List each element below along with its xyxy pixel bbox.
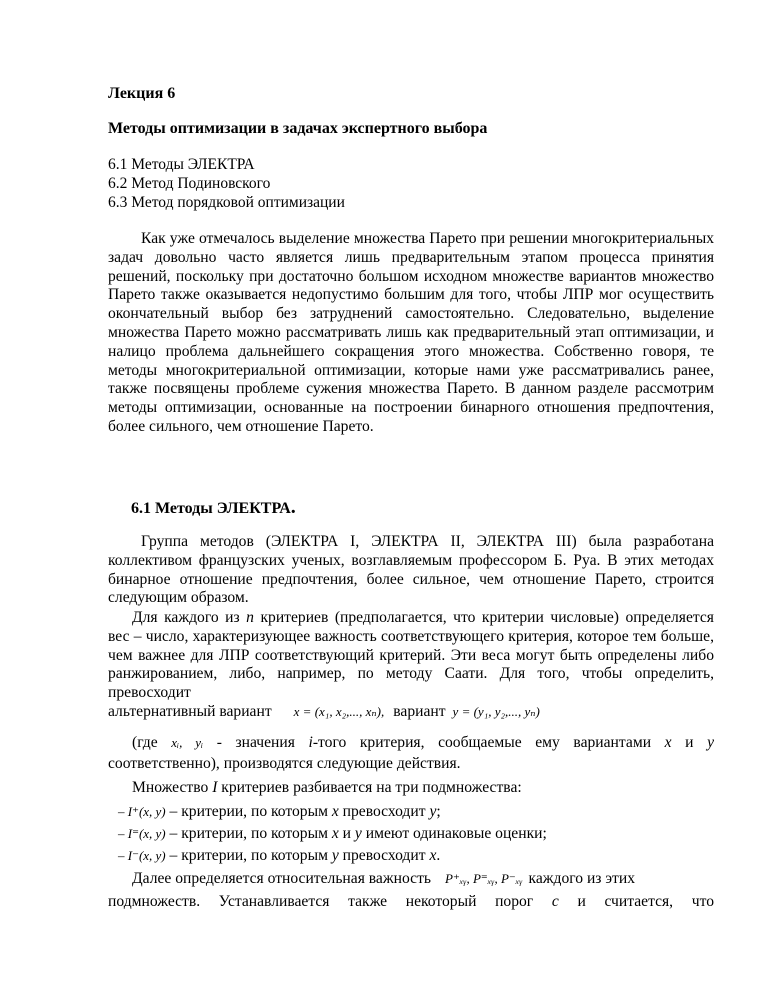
paragraph-electra-intro: Группа методов (ЭЛЕКТРА I, ЭЛЕКТРА II, ЭЛЕКТРА III) была разработана коллективом французских ученых, возглавляемым профессором Б. Руа. В этих методах бинарное отношение предпочтения, более сильное, чем отношение Парето, строится следующим образом. [108, 533, 714, 607]
list-item: – I⁻(x, y) – критерии, по которым y превосходит x. [118, 847, 441, 864]
importance-symbols: P⁺ₓᵧ, P⁼ₓᵧ, P⁻ₓᵧ [445, 871, 523, 886]
toc-item: 6.3 Метод порядковой оптимизации [108, 194, 345, 211]
intro-paragraph: Как уже отмечалось выделение множества Парето при решении многокритериальных задач довольно часто является лишь предварительным этапом процесса принятия решений, поскольку при достаточно большом исходном множестве вариантов множество Парето также оказывается недопустимо большим для того, чтобы ЛПР мог осуществить окончательный выбор без затруднений самостоятельно. Следовательно, выделение множества Парето можно рассматривать лишь как предварительный этап оптимизации, и налицо проблема дальнейшего сокращения этого множества. Собственно говоря, те методы многокритериальной оптимизации, которые нами уже рассматривались ранее, также посвящены проблеме сужения множества Парето. В данном разделе рассмотрим методы оптимизации, основанные на построении бинарного отношения предпочтения, более сильного, чем отношение Парето. [108, 230, 714, 435]
paragraph-weights [108, 609, 714, 722]
importance-line-2: подмножеств. Устанавливается также некоторый порог c и считается, что [108, 893, 714, 910]
paragraph-notation [108, 734, 714, 774]
weights-last-line: альтернативный вариант x = (x₁, x₂,..., xₙ), вариант y = (y₁, y₂,..., yₙ) [108, 702, 540, 720]
lecture-title: Лекция 6 [108, 85, 176, 102]
vector-x-formula: x = (x₁, x₂,..., xₙ), [293, 703, 385, 719]
toc-item: 6.1 Методы ЭЛЕКТРА [108, 156, 255, 173]
notation-line: (где xᵢ, yᵢ - значения i-того критерия, сообщаемые ему вариантами x и y [132, 734, 714, 751]
notation-line-2: соответственно), производятся следующие действия. [108, 754, 461, 772]
paragraph-subsets-intro: Множество I критериев разбивается на три подмножества: [132, 779, 522, 796]
list-item: – I⁼(x, y) – критерии, по которым x и y имеют одинаковые оценки; [118, 825, 547, 842]
weights-text: Для каждого из n критериев (предполагается, что критерии числовые) определяется вес – число, характеризующее важность соответствующего критерия, которое тем больше, чем важнее для ЛПР соответствующий критерий. Эти веса могут быть определены либо ранжированием, либо, например, по методу Саати. Для того, чтобы определить, превосходит [108, 609, 714, 702]
subsets-list [118, 801, 714, 867]
section-heading [131, 497, 737, 519]
topic-title: Методы оптимизации в задачах экспертного выбора [108, 120, 488, 137]
list-item: – I⁺(x, y) – критерии, по которым x превосходит y; [118, 803, 441, 820]
section-heading-text: 6.1 Методы ЭЛЕКТРА [131, 500, 291, 517]
section-heading-dot: . [290, 496, 296, 518]
importance-line: Далее определяется относительная важность P⁺ₓᵧ, P⁼ₓᵧ, P⁻ₓᵧ каждого из этих [132, 870, 636, 887]
toc-item: 6.2 Метод Подиновского [108, 175, 271, 192]
vector-y-formula: y = (y₁, y₂,..., yₙ) [452, 703, 540, 719]
table-of-contents [108, 155, 714, 212]
paragraph-importance [108, 868, 714, 914]
